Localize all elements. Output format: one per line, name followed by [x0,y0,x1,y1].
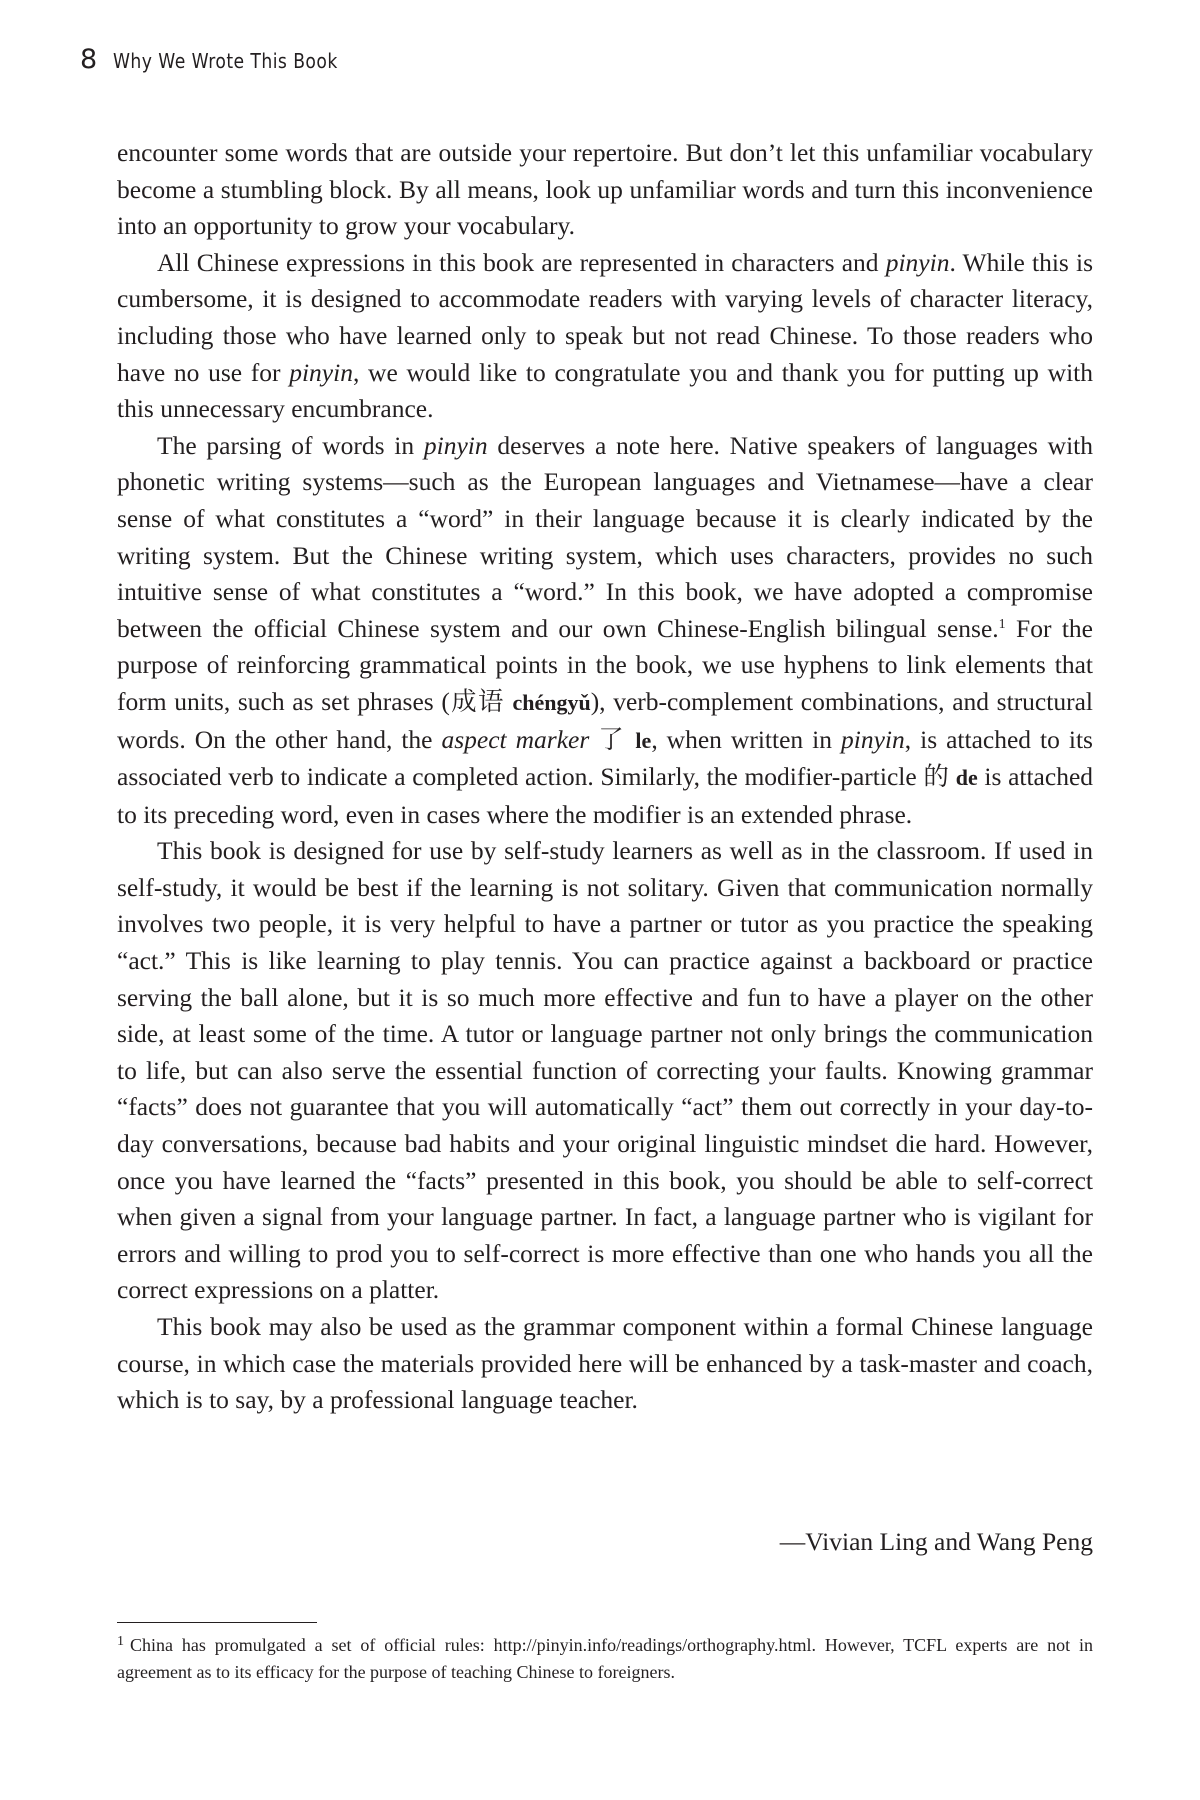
pinyin-term: de [955,765,978,791]
text-run: , is attached to its associated verb to indicate a completed action. Similarly, the modifier-particle 的 [117,724,1093,792]
text-run: All Chinese expressions in this book are represented in characters and [157,247,886,277]
text-run: . While this is cumbersome, it is designed to accommodate readers with varying levels of character literacy, including those who have learned only to speak but not read Chinese. To those readers who have no use for [117,247,1093,387]
footnote-reference: 1 [998,616,1006,632]
footnote-mark: 1 [117,1634,124,1649]
page-number: 8 [80,44,98,75]
text-run: , we would like to congratulate you and thank you for putting up with this unnecessary encumbrance. [117,357,1093,424]
italic-term: pinyin [289,357,353,387]
text-run: For the purpose of reinforcing grammatical points in the book, we use hyphens to link elements that form units, such as set phrases (成语 [117,613,1094,716]
text-run: is attached to its preceding word, even in cases where the modifier is an extended phrase. [117,762,1094,829]
pinyin-term: chéngyǔ [512,689,591,715]
text-run: The parsing of words in [157,430,424,460]
running-head-title: Why We Wrote This Book [113,49,338,73]
pinyin-term: le [635,727,652,753]
footnote-rule [117,1622,317,1623]
text-run: This book may also be used as the grammar component within a formal Chinese language course, in which case the materials provided here will be enhanced by a task-master and coach, which is to say, by a professional language teacher. [117,1312,1093,1415]
italic-term: pinyin [885,247,950,277]
paragraph [117,1309,1093,1419]
paragraph [117,833,1093,1309]
text-run: deserves a note here. Native speakers of languages with phonetic writing systems—such as the European languages and Vietnamese—have a clear sense of what constitutes a “word” in their language because it is clearly indicated by the writing system. But the Chinese writing system, which uses characters, provides no such intuitive sense of what constitutes a “word.” In this book, we have adopted a compromise between the official Chinese system and our own Chinese-English bilingual sense. [117,430,1093,643]
footnote-text: China has promulgated a set of official rules: http://pinyin.info/readings/orthography.html. However, TCFL experts are not in agreement as to its efficacy for the purpose of teaching Chinese to foreigners. [117,1635,1093,1682]
author-signature: —Vivian Ling and Wang Peng [779,1527,1093,1556]
paragraph [117,245,1093,428]
text-run: , when written in [651,724,841,754]
paragraph [117,428,1093,834]
text-run: encounter some words that are outside your repertoire. But don’t let this unfamiliar vocabulary become a stumbling block. By all means, look up unfamiliar words and turn this inconvenience into an opportunity to grow your vocabulary. [117,138,1093,241]
italic-term: pinyin [423,430,488,460]
text-run: ), verb-complement combinations, and structural words. On the other hand, the [117,686,1093,754]
text-run: 了 [589,724,636,754]
text-run: This book is designed for use by self-study learners as well as in the classroom. If used in self-study, it would be best if the learning is not solitary. Given that communication normally involves two people, it is very helpful to have a partner or tutor as you practice the speaking “act.” This is like learning to play tennis. You can practice against a backboard or practice serving the ball alone, but it is so much more effective and fun to have a player on the other side, at least some of the time. A tutor or language partner not only brings the communication to life, but can also serve the essential function of correcting your faults. Knowing grammar “facts” does not guarantee that you will automatically “act” them out correctly in your day-to-day conversations, because bad habits and your original linguistic mindset die hard. However, once you have learned the “facts” presented in this book, you should be able to self-correct when given a signal from your language partner. In fact, a language partner who is vigilant for errors and willing to prod you to self-correct is more effective than one who hands you all the correct expressions on a platter. [117,836,1093,1305]
paragraph [117,135,1093,245]
footnote [117,1632,1093,1686]
running-head [80,44,375,84]
body-text [117,135,1093,1419]
italic-term: pinyin [840,724,905,754]
italic-term: aspect marker [441,724,590,754]
